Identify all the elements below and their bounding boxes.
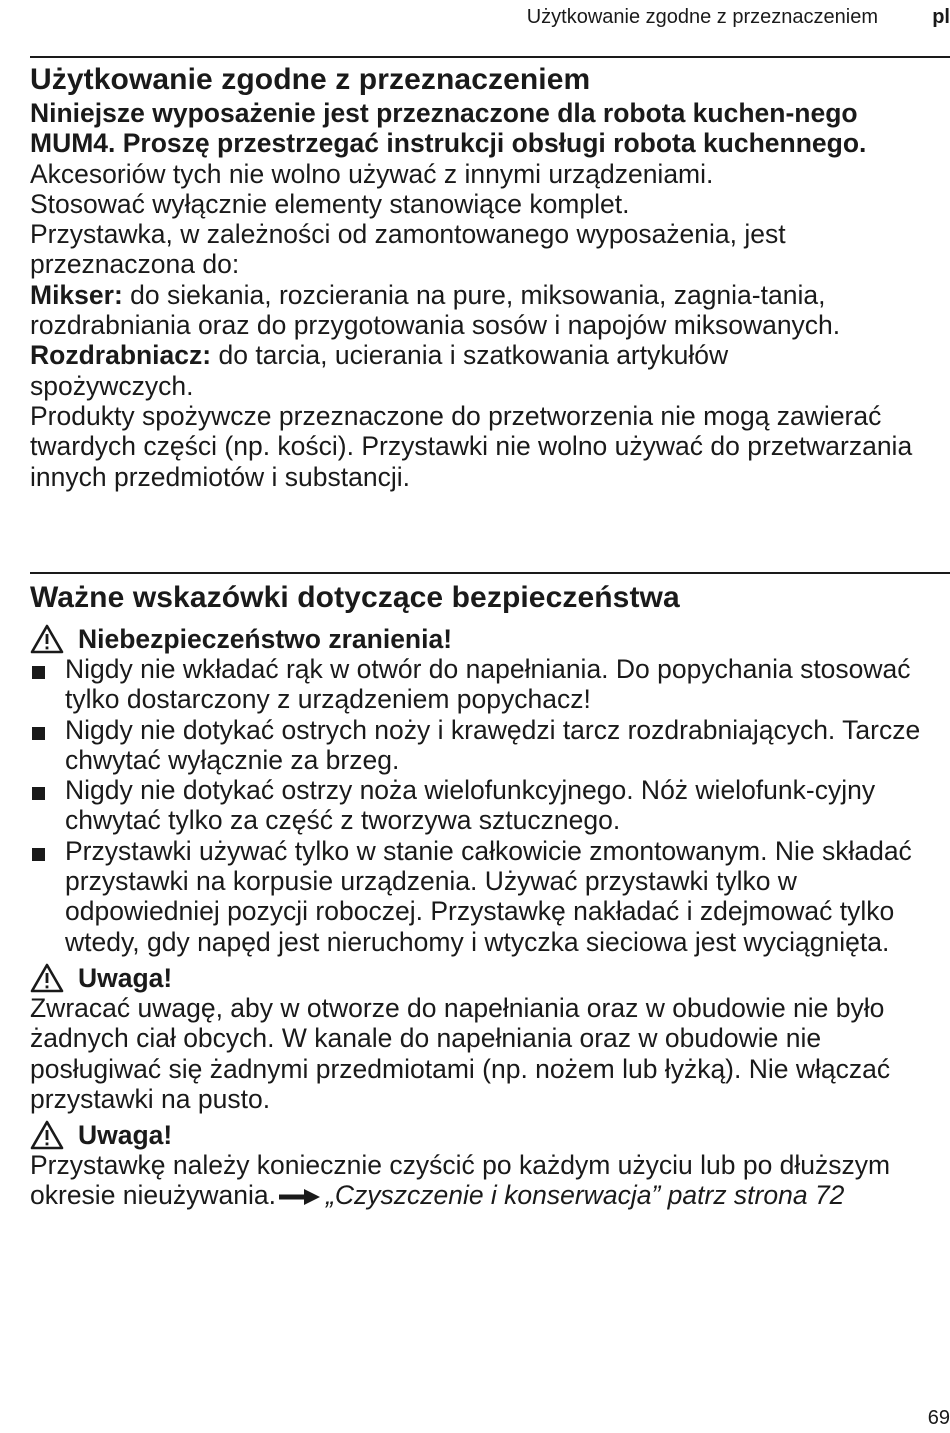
warning-triangle-icon bbox=[30, 624, 64, 654]
grinder-text: do tarcia, ucierania i szatkowania artykułów spożywczych. bbox=[30, 340, 729, 401]
mixer-paragraph bbox=[30, 280, 890, 341]
bullet-square-icon bbox=[32, 787, 45, 800]
section-intended-use bbox=[30, 62, 950, 492]
page-number: 69 bbox=[927, 1407, 950, 1429]
paragraph: Przystawka, w zależności od zamontowanego wyposażenia, jest przeznaczona do: bbox=[30, 219, 786, 280]
section-safety bbox=[30, 580, 950, 1211]
grinder-label: Rozdrabniacz: bbox=[30, 340, 212, 371]
arrow-right-icon bbox=[278, 1187, 322, 1207]
paragraph: Stosować wyłącznie elementy stanowiące komplet. bbox=[30, 188, 630, 219]
warning-title: Niebezpieczeństwo zranienia! bbox=[78, 623, 453, 654]
warning-text: Przystawkę należy koniecznie czyścić po każdym użyciu lub po dłuższym okresie nieużywania. „Czyszczenie i konserwacja” patrz strona 72 bbox=[30, 1150, 891, 1211]
mixer-label: Mikser: bbox=[30, 279, 123, 310]
intro-paragraph: Niniejsze wyposażenie jest przeznaczone dla robota kuchen-nego MUM4. Proszę przestrzegać instrukcji obsługi robota kuchennego. bbox=[30, 98, 867, 159]
warning-heading bbox=[30, 963, 950, 993]
warning-heading bbox=[30, 1120, 950, 1150]
mixer-text: do siekania, rozcierania na pure, miksowania, zagnia-tania, rozdrabniania oraz do przygotowania sosów i napojów miksowanych. bbox=[30, 279, 841, 341]
language-code: pl bbox=[932, 6, 950, 28]
bullet-square-icon bbox=[32, 666, 45, 679]
grinder-paragraph bbox=[30, 340, 890, 401]
section-title: Użytkowanie zgodne z przeznaczeniem bbox=[30, 63, 591, 96]
bullet-square-icon bbox=[32, 848, 45, 861]
warning-triangle-icon bbox=[30, 963, 64, 993]
header-divider bbox=[30, 56, 950, 58]
warning-heading bbox=[30, 624, 950, 654]
warning-text: Zwracać uwagę, aby w otworze do napełniania oraz w obudowie nie było żadnych ciał obcych. W kanale do napełniania oraz w obudowie nie posługiwać się żadnymi przedmiotami (np. nożem lub łyżką). Nie włączać przystawki na pusto. bbox=[30, 992, 891, 1114]
list-item: Nigdy nie dotykać ostrzy noża wielofunkcyjnego. Nóż wielofunk-cyjny chwytać tylko za część z tworzywa sztucznego. bbox=[30, 775, 935, 836]
paragraph: Akcesoriów tych nie wolno używać z innymi urządzeniami. bbox=[30, 158, 714, 189]
warning-title: Uwaga! bbox=[78, 1120, 173, 1151]
bullet-square-icon bbox=[32, 727, 45, 740]
running-title: Użytkowanie zgodne z przeznaczeniem bbox=[526, 6, 878, 28]
page-header bbox=[30, 4, 950, 30]
section-title: Ważne wskazówki dotyczące bezpieczeństwa bbox=[30, 581, 680, 614]
list-item: Nigdy nie wkładać rąk w otwór do napełniania. Do popychania stosować tylko dostarczony z urządzeniem popychacz! bbox=[30, 654, 935, 715]
list-item: Przystawki używać tylko w stanie całkowicie zmontowanym. Nie składać przystawki na korpusie urządzenia. Używać przystawki tylko w odpowiedniej pozycji roboczej. Przystawkę nakładać i zdejmować tylko wtedy, gdy napęd jest nieruchomy i wtyczka sieciowa jest wyciągnięta. bbox=[30, 836, 935, 957]
list-item: Nigdy nie dotykać ostrych noży i krawędzi tarcz rozdrabniających. Tarcze chwytać wyłącznie za brzeg. bbox=[30, 715, 950, 776]
warning-title: Uwaga! bbox=[78, 962, 173, 993]
warning-triangle-icon bbox=[30, 1120, 64, 1150]
cross-reference-link[interactable]: „Czyszczenie i konserwacja” patrz strona 72 bbox=[326, 1180, 845, 1211]
section-divider bbox=[30, 572, 950, 574]
warning-bullet-list bbox=[30, 654, 950, 957]
paragraph: Produkty spożywcze przeznaczone do przetworzenia nie mogą zawierać twardych części (np. kości). Przystawki nie wolno używać do przetwarzania innych przedmiotów i substancji. bbox=[30, 400, 913, 492]
